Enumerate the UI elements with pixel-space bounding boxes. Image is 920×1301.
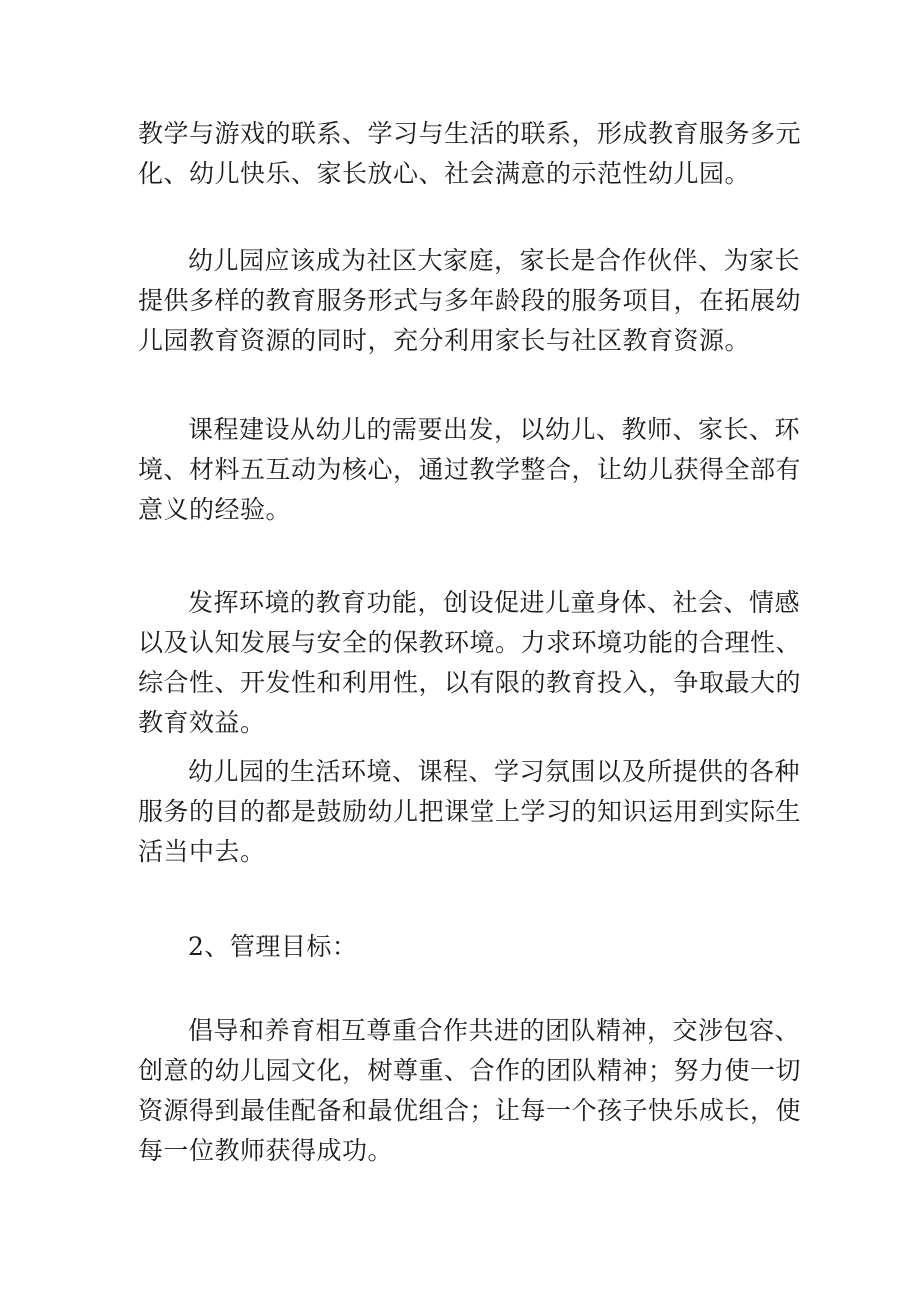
paragraph-life-learning: 幼儿园的生活环境、课程、学习氛围以及所提供的各种服务的目的都是鼓励幼儿把课堂上学习的知识运用到实际生活当中去。 (138, 757, 802, 866)
paragraph-continuation: 教学与游戏的联系、学习与生活的联系，形成教育服务多元化、幼儿快乐、家长放心、社会满意的示范性幼儿园。 (138, 119, 802, 188)
paragraph-curriculum: 课程建设从幼儿的需要出发，以幼儿、教师、家长、环境、材料五互动为核心，通过教学整合，让幼儿获得全部有意义的经验。 (138, 415, 802, 524)
paragraph-environment: 发挥环境的教育功能，创设促进儿童身体、社会、情感以及认知发展与安全的保教环境。力求环境功能的合理性、综合性、开发性和利用性，以有限的教育投入，争取最大的教育效益。 (138, 588, 802, 737)
paragraph-team-spirit: 倡导和养育相互尊重合作共进的团队精神，交涉包容、创意的幼儿园文化，树尊重、合作的团队精神；努力使一切资源得到最佳配备和最优组合；让每一个孩子快乐成长，使每一位教师获得成功。 (138, 1016, 802, 1165)
section-heading-management-goals: 2、管理目标： (188, 932, 358, 961)
paragraph-community-family: 幼儿园应该成为社区大家庭，家长是合作伙伴、为家长提供多样的教育服务形式与多年龄段的服务项目，在拓展幼儿园教育资源的同时，充分利用家长与社区教育资源。 (138, 246, 802, 355)
